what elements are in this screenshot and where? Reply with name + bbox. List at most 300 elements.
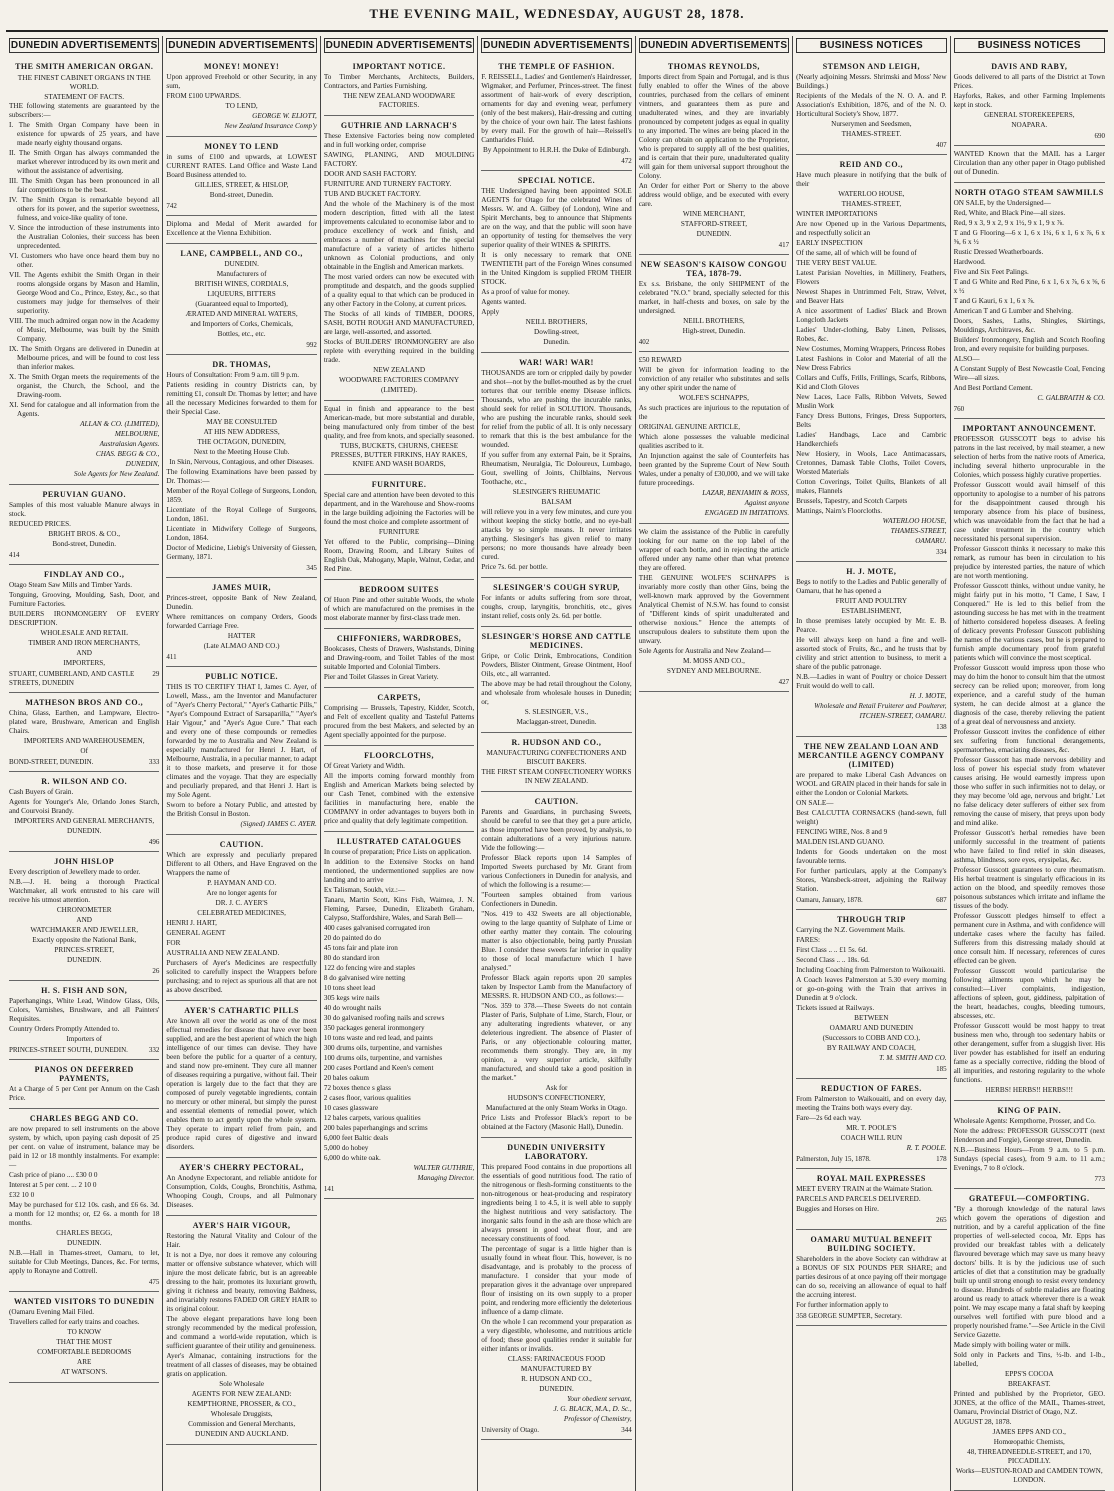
column-6 xyxy=(793,36,950,1491)
ad-ref-number: 334 xyxy=(936,548,947,556)
advertisement xyxy=(166,835,316,1001)
ad-text: Latest Parisian Novelties, in Millinery, Feathers, Flowers xyxy=(796,269,947,286)
ad-text: THOUSANDS are torn or crippled daily by powder and shot—not by the bullet-mouthed as by the cruel tortures that our terrible enemy Disease inflicts. Thousands, who are pushing the incurable ranks, should seek for relief in SOLUTION. Thousands, who are pushing the incurable ranks, should seek for relief from the public of all. It is only necessary to remark that this is the best ambulance for the wounded. xyxy=(481,369,632,449)
ad-text: An Anodyne Expectorant, and reliable antidote for Consumption, Colds, Coughs, Bronchitis, Asthma, Whooping Cough, Croups, and all Pulmonary Diseases. xyxy=(166,1174,317,1209)
ad-signature: New Zealand Insurance Comp'y xyxy=(224,122,317,130)
ad-signature: DUNEDIN, xyxy=(125,460,160,468)
advertisement xyxy=(166,1158,316,1216)
columns xyxy=(6,36,1108,1484)
ad-text: FENCING WIRE, Nos. 8 and 9 xyxy=(796,828,888,836)
ad-footer xyxy=(9,551,159,560)
ad-text: For further particulars, apply at the Company's Stores, Wansbeck-street, adjoining the Railway Station. xyxy=(796,867,947,893)
ad-title: CAUTION. xyxy=(534,797,579,806)
ad-text: Price Lists and Professor Black's report to be obtained at the Factory (Masonic Hall), Dunedin. xyxy=(481,1114,632,1131)
ad-footer xyxy=(954,1175,1105,1184)
ad-centered-line: NOAPARA. xyxy=(1011,121,1048,129)
ad-text: Country Orders Promptly Attended to. xyxy=(9,1025,120,1033)
ad-centered-line: MANUFACTURING CONFECTIONERS AND BISCUIT BAKERS. xyxy=(486,749,627,766)
advertisement xyxy=(9,693,159,772)
ad-ref-number: 475 xyxy=(148,1278,160,1286)
ad-text: Printed and published by the Proprietor, GEO. JONES, at the office of the MAIL, Thames-street, Oamaru, Provincial District of Otago, N.Z. xyxy=(953,1390,1105,1416)
ad-text: Cash Buyers of Grain. xyxy=(9,788,74,796)
ad-text: Where remittances on company Orders, Goods forwarded Carriage Free. xyxy=(166,613,317,630)
ad-centered-line: CELEBRATED MEDICINES, xyxy=(197,909,286,917)
ad-text: are prepared to make Liberal Cash Advances on WOOL and GRAIN placed in their hands for sale in either the London or Colonial Markets. xyxy=(796,771,947,797)
ad-centered-line: CHARLES BEGG, xyxy=(56,1229,113,1237)
ad-signature: GEORGE W. ELIOTT, xyxy=(252,112,317,120)
ad-footer xyxy=(9,1046,159,1055)
ad-footer xyxy=(796,1312,946,1321)
ad-footer xyxy=(9,838,159,847)
advertisement xyxy=(166,244,316,355)
ad-text: Professor Gusscott thinks, without undue vanity, he might fairly put in his motto, "I Came, I Saw, I Conquered." He is led to this belief from the astounding success he has met with in the treatment of hitherto considered hopeless diseases. A feeling of delicacy prevents Professor Gusscott publishing the names of the various cases, but he is prepared to furnish ample documentary proof from grateful patients which will convince the most sceptical. xyxy=(953,582,1105,662)
advertisement xyxy=(481,171,631,353)
ad-text: Bookcases, Chests of Drawers, Washstands, Dining and Drawing-room, and Toilet Tables of the most suitable Imported and Colonial Timbers. xyxy=(323,645,475,671)
ad-text: Apply xyxy=(481,308,500,316)
ad-title: KING OF PAIN. xyxy=(997,1106,1062,1115)
ad-centered-line: COACH WILL RUN xyxy=(840,1134,903,1142)
ad-centered-line: Dunedin. xyxy=(543,338,570,346)
column-heading: DUNEDIN ADVERTISEMENTS xyxy=(168,40,316,51)
ad-text: 30 do galvanised roofing nails and screws xyxy=(323,1014,445,1022)
ad-text: Begs to notify to the Ladies and Public generally of Oamaru, that he has opened a xyxy=(796,578,947,595)
ad-text: Yet offered to the Public, comprising—Dining Room, Drawing Room, and Library Suites of English Oak, Mahogany, Maple, Walnut, Cedar, and Red Pine. xyxy=(323,538,475,573)
advertisement xyxy=(481,627,631,733)
ad-text: At a Charge of 5 per Cent per Annum on the Cash Price. xyxy=(9,1085,160,1102)
ad-footer xyxy=(324,1185,474,1194)
ad-text: Indents for Goods undertaken on the most favourable terms. xyxy=(796,848,947,865)
ad-centered-line: GILLIES, STREET, & HISLOP, xyxy=(194,181,289,189)
ad-centered-line: Works—EUSTON-ROAD and CAMDEN TOWN, LONDON. xyxy=(955,1467,1103,1484)
ad-text: A Constant Supply of Best Newcastle Coal, Fencing Wire—all sizes. xyxy=(953,365,1105,382)
ad-title: H. J. MOTE, xyxy=(846,567,897,576)
ad-text: Recipients of the Medals of the N. O. A. and P. Association's Exhibition, 1876, and of the N. O. Horticultural Society's Show, 1877. xyxy=(796,92,947,118)
ad-title: MONEY! MONEY! xyxy=(204,62,280,71)
ad-text: 20 bales oakum xyxy=(323,1074,369,1082)
ad-text: The following Examinations have been passed by Dr. Thomas:— xyxy=(166,468,317,485)
ad-text: Professor Gusscott would particularise the following ailments upon which he may be consulted:—Liver complaints, indigestion, affections of spleen, gout, giddiness, palpitation of the heart, headaches, coughs, bleeding tumours, abscesses, etc. xyxy=(953,967,1105,1020)
ad-title: THE TEMPLE OF FASHION. xyxy=(498,62,615,71)
advertisement xyxy=(166,578,316,667)
ad-centered-line: KEMPTHORNE, PROSSER, & CO., xyxy=(187,1400,296,1408)
advertisement xyxy=(324,116,474,401)
ad-ref-number: 332 xyxy=(148,1046,160,1054)
ad-text: 100 drums oils, turpentine, and varnishes xyxy=(323,1054,443,1062)
ad-centered-line: and Importers of Corks, Chemicals, xyxy=(190,320,293,328)
ad-text: Which alone possesses the valuable medicinal qualities ascribed to it. xyxy=(638,433,790,450)
ad-centered-line: Exactly opposite the National Bank, xyxy=(32,936,137,944)
ad-text: Doors, Sashes, Laths, Shingles, Skirtings, Mouldings, Architraves, &c. xyxy=(953,317,1105,334)
ad-text: 6,000 feet Baltic deals xyxy=(323,1134,389,1142)
ad-centered-line: TUBS, BUCKETS, CHURNS, CHEESE PRESSES, BUTTER FIRKINS, HAY RAKES, KNIFE AND WASH BOARDS, xyxy=(330,442,468,468)
ad-title: MONEY TO LEND xyxy=(204,142,279,151)
ad-text: These Extensive Factories being now completed and in full working order, comprise xyxy=(323,132,475,149)
ad-list-item: III. The Smith Organ has been pronounced in all fair competitions to be the best. xyxy=(9,177,160,194)
ad-title: WAR! WAR! WAR! xyxy=(519,358,594,367)
ad-text: It is not a Dye, nor does it remove any colouring matter or offensive substance whatever, which will injure the most delicate fabric, but is an agreeable dressing to the hair, promotes its luxuriant growth, giving it richness and beauty, removing Baldness, and invariably restores FADED OR GREY HAIR to its original colour. xyxy=(166,1251,317,1313)
ad-centered-line: BRIGHT BROS. & CO., xyxy=(48,530,121,538)
ad-centered-line: (Late ALMAO AND CO.) xyxy=(203,642,280,650)
ad-text: Licentiate of the Royal College of Surgeons, London, 1861. xyxy=(166,506,317,523)
ad-text: Comprising — Brussels, Tapestry, Kidder, Scotch, and Felt of excellent quality and Tasteful Patterns procured from the best Makers, and selected by an Agent specially appointed for the purpose. xyxy=(323,704,475,739)
ad-text: Ex s.s. Brisbane, the only SHIPMENT of the celebrated "N.O." brand, specially selected for this market, in half-chests and boxes, on sale by the undersigned. xyxy=(638,280,790,315)
ad-footer xyxy=(796,1065,946,1074)
ad-title: GRATEFUL—COMFORTING. xyxy=(969,1194,1090,1203)
ad-centered-line: DUNEDIN AND AUCKLAND. xyxy=(195,1430,289,1438)
advertisement xyxy=(796,57,946,155)
ad-list-item: IV. The Smith Organ is remarkable beyond all others for its power, and the superior sweetness, fulness, and voice-like quality of tone. xyxy=(9,196,160,222)
ad-centered-line: BY RAILWAY AND COACH, xyxy=(826,1044,916,1052)
ad-text: A nice assortment of Ladies' Black and Brown Longcloth Jackets xyxy=(796,307,947,324)
ad-footer xyxy=(639,241,789,250)
advertisement xyxy=(9,1292,159,1383)
ad-text: 80 do standard iron xyxy=(323,954,380,962)
ad-text: Have much pleasure in notifying that the bulk of their xyxy=(796,171,947,188)
ad-centered-line: AND xyxy=(76,916,92,924)
ad-text: Paperhangings, White Lead, Window Glass, Oils, Colors, Varnishes, Brushware, and all Painters' Requisites. xyxy=(9,997,160,1023)
ad-ref-number: 472 xyxy=(621,157,632,165)
ad-title: SLESINGER'S HORSE AND CATTLE MEDICINES. xyxy=(481,632,632,650)
ad-text: will relieve you in a very few minutes, and cure you without keeping the sticky bottle, and no eye-ball attacks by so simple means. It never irritates anything. Slesinger's has given relief to many persons; no more thousands have already been cured. xyxy=(481,508,632,561)
ad-footer-left: 760 xyxy=(953,405,965,413)
ad-footer xyxy=(796,1155,946,1164)
ad-centered-line: AT HIS NEW ADDRESS, xyxy=(203,428,280,436)
ad-footer xyxy=(954,405,1105,414)
ad-centered-line: MR. T. POOLE'S xyxy=(846,1124,897,1132)
ad-text: 6,000 do white oak. xyxy=(323,1154,381,1162)
ad-text: The above may be had retail throughout the Colony, and wholesale from wholesale houses in Dunedin; or, xyxy=(481,680,632,706)
ad-centered-line: THE FIRST STEAM CONFECTIONERY WORKS IN NEW ZEALAND. xyxy=(481,768,632,785)
ad-text: Professor Gusscott guarantees to cure rheumatism. His herbal treatment is singularly efficacious in its action on the blood, and speedily removes those poisonous substances which irritate and inflame the tissues of the body. xyxy=(953,866,1105,910)
ad-ref-number: 185 xyxy=(936,1065,947,1073)
ad-text: Best CALCUTTA CORNSACKS (hand-sewn, full weight) xyxy=(796,809,947,826)
ad-text: Buggies and Horses on Hire. xyxy=(796,1205,879,1213)
ad-text: Professor Gusscott thinks it necessary to make this remark, as rumour has been in circulation to his prejudice by interested parties, the nature of which are not worth mentioning. xyxy=(953,545,1105,580)
ad-text: Red, White, and Black Pine—all sizes. xyxy=(953,209,1066,217)
ad-text: Newest Shapes in Untrimmed Felt, Straw, Velvet, and Beaver Hats xyxy=(796,288,947,305)
ad-text: THE VERY BEST VALUE. xyxy=(796,259,877,267)
ad-text: THE GENUINE WOLFE'S SCHNAPPS is invariably more costly than other Gins, being the well-known mark approved by the Government Analytical Chemist of N.S.W. has found to consist of "Different kinds of spirit unadulterated and otherwise noxious." Hence the attempts of unscrupulous dealers to substitute them upon the unwary. xyxy=(638,574,790,645)
ad-list-item: IX. The Smith Organs are delivered in Dunedin at Melbourne prices, and will be found to cost less than inferior makes. xyxy=(9,345,160,371)
ad-text: WANTED Known that the MAIL has a Larger Circulation than any other paper in Otago published out of Dunedin. xyxy=(953,150,1105,176)
advertisement xyxy=(954,57,1105,146)
ad-footer xyxy=(9,670,159,688)
advertisement xyxy=(166,1216,316,1445)
ad-footer xyxy=(796,723,946,732)
ad-text: Of the same, all of which will be found of xyxy=(796,249,917,257)
ad-text: Cotton Coverings, Toilet Quilts, Blankets of all makes, Flannels xyxy=(796,478,947,495)
ad-text: "Nos. 359 to 378.—These Sweets do not contain Plaster of Paris, Sulphate of Lime, Starch, Flour, or any adulterating ingredients whatever, or any deleterious ingredient. The absence of Plaster of Paris, or any objectionable colouring matter, recommends them strongly. They are, in my opinion, a very superior article, skilfully manufactured, and should take a good position in the market." xyxy=(481,1002,632,1082)
ad-text: Diploma and Medal of Merit awarded for Excellence at the Vienna Exhibition. xyxy=(166,220,317,237)
ad-centered-line: (LIMITED). xyxy=(381,386,418,394)
ad-list-item: XI. Send for catalogue and all information from the Agents. xyxy=(9,401,160,418)
ad-title: LANE, CAMPBELL, AND CO., xyxy=(180,249,303,258)
ad-centered-line: THE NEW ZEALAND WOODWARE FACTORIES. xyxy=(343,92,456,109)
column-5 xyxy=(636,36,793,1491)
ad-signature: Professor of Chemistry, xyxy=(563,1415,632,1423)
ad-text: Otago Steam Saw Mills and Timber Yards. xyxy=(9,581,132,589)
ad-footer-left: STUART, CUMBERLAND, AND CASTLE STREETS, DUNEDIN xyxy=(9,670,135,687)
ad-signature: T. M. SMITH AND CO. xyxy=(879,1054,947,1062)
advertisement xyxy=(9,852,159,981)
ad-centered-line: DUNEDIN. xyxy=(224,260,259,268)
ad-footer-left: 742 xyxy=(166,202,177,210)
advertisement xyxy=(9,1109,159,1292)
ad-text: Member of the Royal College of Surgeons, London, 1859. xyxy=(166,487,317,504)
ad-text: It is only necessary to remark that ONE TWENTIETH part of the Foreign Wines consumed in the United Kingdom is supplied FROM THEIR STOCK. xyxy=(481,251,632,286)
ad-signature: OAMARU. xyxy=(915,537,947,545)
ad-title: GUTHRIE AND LARNACH'S xyxy=(340,121,458,130)
ad-text: in sums of £100 and upwards, at LOWEST CURRENT RATES. Land Office and Waste Land Board Business attended to. xyxy=(166,153,317,179)
ad-text: Tonguing, Grooving, Moulding, Sash, Door, and Furniture Factories. xyxy=(9,591,160,608)
ad-footer xyxy=(796,896,946,905)
ad-ref-number: 687 xyxy=(936,896,947,904)
advertisement xyxy=(481,353,631,578)
advertisement xyxy=(954,183,1105,419)
ad-centered-line: HATTER xyxy=(227,632,256,640)
ad-centered-line: M. MOSS AND CO., xyxy=(682,657,745,665)
advertisement xyxy=(324,475,474,580)
ad-title: SPECIAL NOTICE. xyxy=(517,176,596,185)
ad-text: In addition to the Extensive Stocks on hand mentioned, the undermentioned supplies are now landing and to arrive xyxy=(323,858,475,884)
ad-text: (Nearly adjoining Messrs. Shrimski and Moss' New Buildings.) xyxy=(796,73,947,90)
column-7 xyxy=(951,36,1108,1491)
ad-footer xyxy=(796,1216,946,1225)
ad-centered-line: TIMBER AND IRON MERCHANTS, xyxy=(28,639,140,647)
advertisement xyxy=(9,57,159,485)
ad-text: American T and G Lumber and Shelving. xyxy=(953,307,1073,315)
ad-centered-line: Manufactured at the only Steam Works in Otago. xyxy=(485,1104,627,1112)
ad-centered-line: ÆRATED AND MINERAL WATERS, xyxy=(185,310,298,318)
ad-text: Of Huon Pine and other suitable Woods, the whole of which are manufactured on the premises in the most elaborate manner by first-class trade men. xyxy=(323,596,475,622)
ad-title: STEMSON AND LEIGH, xyxy=(822,62,920,71)
ad-centered-line: SLESINGER'S RHEUMATIC xyxy=(512,488,601,496)
ad-text: ORIGINAL GENUINE ARTICLE, xyxy=(638,423,741,431)
masthead-rule xyxy=(6,30,1108,32)
ad-subtitle: THE FINEST CABINET ORGANS IN THE WORLD. xyxy=(17,73,151,91)
advertisement xyxy=(481,733,631,792)
ad-list-item: V. Since the introduction of these instruments into the Australian Colonies, their success has been unprecedented. xyxy=(9,224,160,250)
ad-text: China, Glass, Earthen, and Lampware, Electro-plated ware, Brushware, American and English Chairs. xyxy=(9,709,160,735)
advertisement xyxy=(796,562,946,737)
ad-text: This prepared Food contains in due proportions all the essentials of good nutritious food. The ratio of the nitrogenous or flesh-forming constituents to the non-nitrogenous or heat-producing and respiratory ingredients being 1 to 4.5, it is well able to supply the highest nutritious and very satisfactory. The inorganic salts found in the ash are those which are always present in good wheat flour, and are necessary constituents of food. xyxy=(481,1163,632,1243)
column-3 xyxy=(321,36,478,1491)
ad-centered-line: Importers of xyxy=(66,1035,103,1043)
ad-text: Latest Fashions in Color and Material of all the New Dress Fabrics xyxy=(796,355,947,372)
ad-text: N.B.—J. H. being a thorough Practical Watchmaker, all work entrusted to his care will receive his utmost attention. xyxy=(9,878,160,904)
advertisement xyxy=(324,832,474,1199)
advertisement xyxy=(166,216,316,244)
ad-ref-number: 345 xyxy=(306,564,317,572)
ad-title: PERUVIAN GUANO. xyxy=(42,490,126,499)
ad-text: AUGUST 28, 1878. xyxy=(953,1418,1012,1426)
ad-text: Professor Gusscott's herbal remedies have been uniformly successful in the treatment of patients who have failed to find relief in skin diseases, asthma, blindness, sore eyes, erysipelas, &c. xyxy=(953,829,1105,864)
ad-text: Hardwood. xyxy=(953,258,986,266)
ad-centered-line: BREAKFAST. xyxy=(1007,1380,1051,1388)
ad-text: Wholesale Agents: Kempthorne, Prosser, and Co. xyxy=(953,1117,1096,1125)
ad-text: New Hosiery, in Wools, Lace Antimacassars, Cretonnes, Damask Table Cloths, Toilet Covers, Worsted Materials xyxy=(796,450,947,476)
ad-text: Licentiate in Midwifery College of Surgeons, London, 1864. xyxy=(166,525,317,542)
column-heading: DUNEDIN ADVERTISEMENTS xyxy=(10,40,158,51)
ad-signature: Australasian Agents. xyxy=(99,440,160,448)
ad-centered-line: JAMES EPPS AND CO., xyxy=(992,1428,1066,1436)
ad-centered-line: ESTABLISHMENT, xyxy=(841,607,902,615)
ad-text: Professor Black reports upon 14 Samples of Imported Sweets purchased by Mr. Grant from various Confectioners in Dunedin for analysis, and of which the following is a resume:— xyxy=(481,854,632,889)
ad-title: THE SMITH AMERICAN ORGAN. xyxy=(15,62,154,71)
ad-text: We claim the assistance of the Public in carefully looking for our name on the top label of the wrapper of each bottle, and in rejecting the article offered under any name other than what pretence they are offered. xyxy=(638,528,790,572)
ad-footer xyxy=(166,341,316,350)
ad-text: Restoring the Natural Vitality and Colour of the Hair. xyxy=(166,1232,317,1249)
ad-signature: ALLAN & CO. (LIMITED), xyxy=(80,420,160,428)
ad-text: An Order for either Port or Sherry to the above address would oblige, and be executed with every care. xyxy=(638,182,790,208)
ad-centered-line: R. HUDSON AND CO., xyxy=(521,1375,592,1383)
ad-text: EARLY INSPECTION xyxy=(796,239,863,247)
ad-ref-number: 427 xyxy=(778,678,790,686)
ad-footer-left: 358 GEORGE SUMPTER, Secretary. xyxy=(796,1312,903,1320)
ad-text: (Oamaru Evening Mail Filed. xyxy=(9,1308,95,1316)
ad-centered-line: Next to the Meeting House Club. xyxy=(193,448,290,456)
ad-text: Goods delivered to all parts of the District at Town Prices. xyxy=(953,73,1105,90)
ad-text: Price 7s. 6d. per bottle. xyxy=(481,563,548,571)
ad-centered-line: AGENTS FOR NEW ZEALAND: xyxy=(191,1390,292,1398)
ad-text: Made simply with boiling water or milk. xyxy=(953,1341,1071,1349)
advertisement xyxy=(324,57,474,116)
ad-text: As a proof of value for money. xyxy=(481,288,570,296)
ad-text: For further information apply to xyxy=(796,1301,889,1309)
ad-centered-line: MANUFACTURED BY xyxy=(520,1365,593,1373)
ad-signature: C. GALBRAITH & CO. xyxy=(1037,394,1105,402)
masthead: THE EVENING MAIL, WEDNESDAY, AUGUST 28, 1878. xyxy=(369,6,745,21)
ad-centered-line: HUDSON'S CONFECTIONERY, xyxy=(507,1094,606,1102)
advertisement xyxy=(796,1230,946,1326)
ad-title: AYER'S CATHARTIC PILLS xyxy=(184,1006,299,1015)
ad-title: ILLUSTRATED CATALOGUES xyxy=(336,837,462,846)
ad-text: Which are expressly and peculiarly prepared Different to all Others, and Have Engraved on the Wrappers the name of xyxy=(166,851,317,877)
ad-centered-line: High-street, Dunedin. xyxy=(682,327,746,335)
ad-centered-line: BALSAM xyxy=(541,498,572,506)
ad-ref-number: 26 xyxy=(152,967,160,975)
ad-title: IMPORTANT NOTICE. xyxy=(352,62,446,71)
ad-list-item: I. The Smith Organ Company have been in existence for upwards of 25 years, and have made nearly eighty thousand organs. xyxy=(9,121,160,147)
ad-centered-line: Ask for xyxy=(545,1084,568,1092)
ad-text: Stocks of BUILDERS' IRONMONGERY are also replete with everything required in the building trade. xyxy=(323,338,475,364)
ad-title: OAMARU MUTUAL BENEFIT BUILDING SOCIETY. xyxy=(810,1235,933,1253)
ad-centered-line: Sole Wholesale xyxy=(219,1380,265,1388)
ad-ref-number: 773 xyxy=(1094,1175,1105,1183)
column-heading: DUNEDIN ADVERTISEMENTS xyxy=(325,40,473,51)
ad-text: WINTER IMPORTATIONS xyxy=(796,210,878,218)
ad-text: THE following statements are guaranteed by the subscribers:— xyxy=(9,102,160,119)
ad-title: JOHN HISLOP xyxy=(54,857,115,866)
ad-text: N.B.—Ladies in want of Poultry or choice Dessert Fruit would do well to call. xyxy=(796,673,947,690)
ad-centered-line: Bottles, etc., etc. xyxy=(217,330,266,338)
ad-centered-line: CLASS: FARINACEOUS FOOD xyxy=(507,1355,606,1363)
ad-footer xyxy=(639,678,789,687)
ad-text: FOR xyxy=(166,939,181,947)
ad-text: 200 cases Portland and Keen's cement xyxy=(323,1064,434,1072)
ad-text: FARES: xyxy=(796,936,820,944)
ad-text: 300 drums oils, turpentine, and varnishes xyxy=(323,1044,443,1052)
advertisement xyxy=(166,1001,316,1158)
ad-centered-line: Dowling-street, xyxy=(534,328,579,336)
ad-text: Princes-street, opposite Bank of New Zealand, Dunedin. xyxy=(166,594,317,611)
ad-centered-line: THE OCTAGON, DUNEDIN, xyxy=(197,438,286,446)
ad-text: Ayer's Almanac, containing instructions for the treatment of all classes of diseases, may be obtained gratis on application. xyxy=(166,1352,317,1378)
ad-centered-line: THAMES-STREET, xyxy=(841,200,902,208)
ad-centered-line: WHOLESALE AND RETAIL xyxy=(40,629,129,637)
ad-ref-number: 344 xyxy=(621,1426,632,1434)
ad-signature: WALTER GUTHRIE, xyxy=(413,1164,475,1172)
advertisement xyxy=(796,1169,946,1230)
ad-footer-left: Oamaru, January, 1878. xyxy=(796,896,863,904)
ad-footer xyxy=(9,967,159,976)
ad-text: He will always keep on hand a fine and well-assorted stock of Fruits, &c., and he trusts that by civility and strict attention to business, to merit a share of the public patronage. xyxy=(796,636,947,671)
advertisement xyxy=(796,737,946,910)
ad-centered-line: AT WATSON'S. xyxy=(60,1368,108,1376)
ad-text: Red, 9 x 3, 9 x 2, 9 x 1½, 9 x 1, 9 x ⅞. xyxy=(953,219,1064,227)
ad-centered-line: S. SLESINGER, V.S., xyxy=(524,708,589,716)
ad-centered-line: LIQUEURS, BITTERS xyxy=(207,290,276,298)
ad-text: Samples of this most valuable Manure always in stock. xyxy=(9,501,160,518)
advertisement xyxy=(954,1189,1105,1491)
ad-centered-line: THAMES-STREET. xyxy=(841,130,902,138)
ad-centered-line: NEW ZEALAND xyxy=(373,366,426,374)
ad-centered-line: TO KNOW xyxy=(67,1328,102,1336)
ad-text: £32 10 0 xyxy=(9,1191,35,1199)
ad-centered-line: By Appointment to H.R.H. the Duke of Edinburgh. xyxy=(482,146,630,154)
ad-centered-line: DUNEDIN. xyxy=(66,827,102,835)
ad-text: Travellers called for early trains and coaches. xyxy=(9,1318,140,1326)
ad-ref-number: 496 xyxy=(148,838,160,846)
ad-text: ON SALE, by the Undersigned— xyxy=(953,199,1051,207)
ad-signature: WATERLOO HOUSE, xyxy=(882,517,947,525)
advertisement xyxy=(639,524,789,692)
ad-centered-line: Bond-street, Dunedin. xyxy=(209,191,274,199)
ad-title: JAMES MUIR, xyxy=(212,583,272,592)
ad-signature: CHAS. BEGG & CO., xyxy=(95,450,160,458)
ad-text: Equal in finish and appearance to the best American-made, but more substantial and durable, being manufactured only from timber of the best quality, and free from knots, and specially seasoned. xyxy=(323,405,475,440)
ad-signature: ENGAGED IN IMITATIONS. xyxy=(704,509,790,517)
ad-title: MATHESON BROS AND CO., xyxy=(25,698,144,707)
ad-text: Doctor of Medicine, Liebig's University of Giessen, Germany, 1871. xyxy=(166,544,317,561)
ad-text: 45 tons fair and plate iron xyxy=(323,944,398,952)
ad-centered-line: (Successors to COBB AND CO.), xyxy=(822,1034,921,1042)
column-heading: BUSINESS NOTICES xyxy=(796,38,946,53)
ad-text: Cash price of piano .... £30 0 0 xyxy=(9,1171,98,1179)
ad-footer-left: University of Otago. xyxy=(481,1426,540,1434)
advertisement xyxy=(324,746,474,832)
ad-centered-line: P. HAYMAN AND CO. xyxy=(207,879,277,887)
ad-signature: LAZAR, BENJAMIN & ROSS, xyxy=(702,489,790,497)
ad-title: BEDROOM SUITES xyxy=(359,585,439,594)
ad-text: FROM £100 UPWARDS. xyxy=(166,92,241,100)
ad-text: Agents wanted. xyxy=(481,298,526,306)
ad-signature: Sole Agents for New Zealand. xyxy=(73,470,160,478)
ad-text: As such practices are injurious to the reputation of the xyxy=(638,404,790,421)
ad-text: In those premises lately occupied by Mr. E. B. Pearce. xyxy=(796,617,947,634)
ad-centered-line: Of xyxy=(80,747,88,755)
ad-text: Hayforks, Rakes, and other Farming Implements kept in stock. xyxy=(953,92,1105,109)
ad-text: New Laces, Lace Falls, Ribbon Velvets, Sewed Muslin Work xyxy=(796,393,947,410)
ad-centered-line: WINE MERCHANT, xyxy=(682,210,745,218)
ad-text: 72 boxes thence s glass xyxy=(323,1084,391,1092)
ad-text: 20 do painted do do xyxy=(323,934,381,942)
ad-title: REDUCTION OF FARES. xyxy=(820,1084,922,1093)
advertisement xyxy=(796,155,946,562)
ad-centered-line: WOODWARE FACTORIES COMPANY xyxy=(339,376,460,384)
ad-footer xyxy=(796,548,946,557)
ad-text: All the imports coming forward monthly from English and American Markets being selected by our Cash Tenet, combined with the extensive facilities in manufacturing here, enable the COMPANY in order advantages to buyers both in price and quality that defy legitimate competition. xyxy=(323,772,475,825)
